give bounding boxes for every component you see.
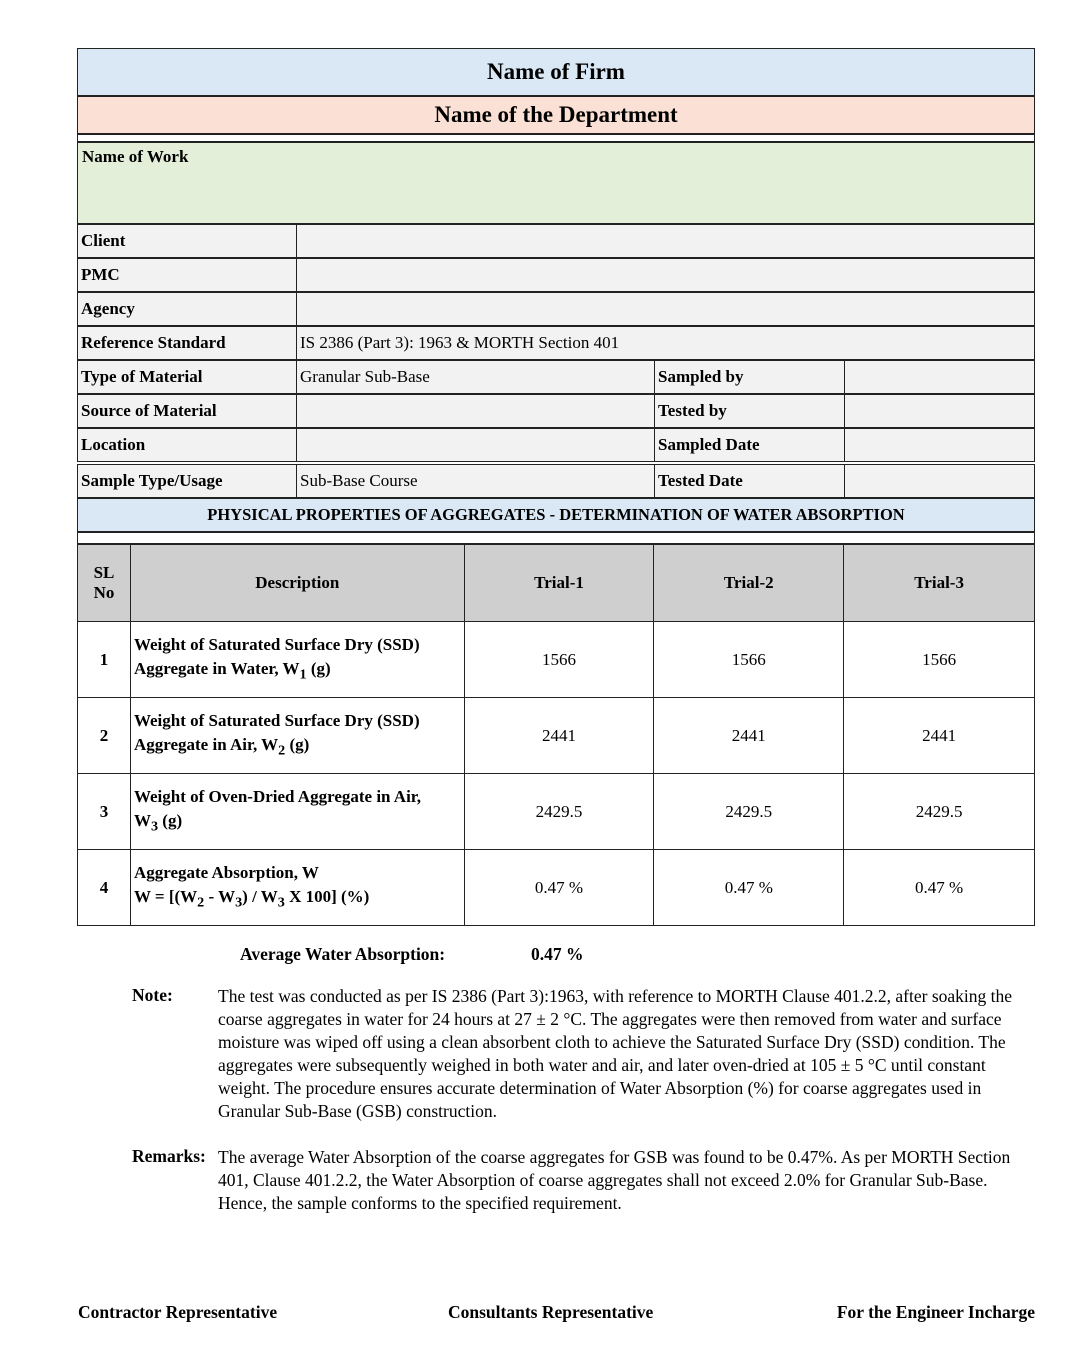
sl-cell: 2 <box>78 698 131 774</box>
average-value: 0.47 % <box>531 944 584 964</box>
table-header-row <box>78 545 1035 622</box>
info-row-reference <box>77 326 1035 360</box>
info-row-client <box>77 224 1035 258</box>
header-sl-no: SL No <box>78 545 131 622</box>
trial-3-cell: 2441 <box>844 698 1035 774</box>
source-value <box>296 394 655 428</box>
sl-cell: 3 <box>78 774 131 850</box>
material-type-value: Granular Sub-Base <box>296 360 655 394</box>
info-row-sample-type <box>77 464 1035 498</box>
note-label: Note: <box>132 985 173 1005</box>
firm-name: Name of Firm <box>77 48 1035 96</box>
section-spacer <box>77 532 1035 544</box>
trial-3-cell: 1566 <box>844 622 1035 698</box>
pmc-label: PMC <box>77 258 297 292</box>
info-row-location <box>77 428 1035 462</box>
header-trial-2: Trial-2 <box>654 545 844 622</box>
agency-value <box>296 292 1035 326</box>
description-cell: Weight of Saturated Surface Dry (SSD) Aggregate in Water, $W_1$ (g) <box>130 622 464 698</box>
average-label: Average Water Absorption: <box>240 944 446 964</box>
trial-1-cell: 2441 <box>464 698 654 774</box>
tested-by-label: Tested by <box>654 394 845 428</box>
trial-2-cell: 1566 <box>654 622 844 698</box>
trial-3-cell: 2429.5 <box>844 774 1035 850</box>
absorption-table <box>77 544 1035 926</box>
tested-date-value <box>844 464 1035 498</box>
sampled-by-label: Sampled by <box>654 360 845 394</box>
sl-cell: 4 <box>78 850 131 926</box>
trial-2-cell: 0.47 % <box>654 850 844 926</box>
table-row <box>78 698 1035 774</box>
agency-label: Agency <box>77 292 297 326</box>
reference-label: Reference Standard <box>77 326 297 360</box>
header-trial-3: Trial-3 <box>844 545 1035 622</box>
signature-engineer: For the Engineer Incharge <box>836 1302 1035 1322</box>
info-row-pmc <box>77 258 1035 292</box>
location-label: Location <box>77 428 297 462</box>
signature-consultant: Consultants Representative <box>448 1302 654 1322</box>
sampled-by-value <box>844 360 1035 394</box>
material-type-label: Type of Material <box>77 360 297 394</box>
table-row <box>78 774 1035 850</box>
description-cell: Weight of Oven-Dried Aggregate in Air, $W_3$ (g) <box>130 774 464 850</box>
info-row-source <box>77 394 1035 428</box>
info-row-material-type <box>77 360 1035 394</box>
remarks-text: The average Water Absorption of the coarse aggregates for GSB was found to be 0.47%. As per MORTH Section 401, Clause 401.2.2, the Water Absorption of coarse aggregates shall not exceed 2.0% for Granular Sub-Base. Hence, the sample conforms to the specified requirement. <box>218 1147 1011 1213</box>
section-title: PHYSICAL PROPERTIES OF AGGREGATES - DETERMINATION OF WATER ABSORPTION <box>77 498 1035 532</box>
trial-1-cell: 2429.5 <box>464 774 654 850</box>
trial-2-cell: 2429.5 <box>654 774 844 850</box>
description-cell: Aggregate Absorption, W $W = [(W_2 - W_3) / W_3$ X 100] (%) <box>130 850 464 926</box>
sl-cell: 1 <box>78 622 131 698</box>
sampled-date-label: Sampled Date <box>654 428 845 462</box>
name-of-work-box <box>77 142 1035 224</box>
header-description: Description <box>130 545 464 622</box>
department-name: Name of the Department <box>77 96 1035 134</box>
client-label: Client <box>77 224 297 258</box>
trial-1-cell: 1566 <box>464 622 654 698</box>
sampled-date-value <box>844 428 1035 462</box>
tested-date-label: Tested Date <box>654 464 845 498</box>
signature-contractor: Contractor Representative <box>78 1302 278 1322</box>
name-of-work-label: Name of Work <box>82 147 189 166</box>
trial-3-cell: 0.47 % <box>844 850 1035 926</box>
sample-type-label: Sample Type/Usage <box>77 464 297 498</box>
source-label: Source of Material <box>77 394 297 428</box>
sample-type-value: Sub-Base Course <box>296 464 655 498</box>
pmc-value <box>296 258 1035 292</box>
trial-1-cell: 0.47 % <box>464 850 654 926</box>
table-row <box>78 622 1035 698</box>
header-spacer <box>77 134 1035 142</box>
tested-by-value <box>844 394 1035 428</box>
table-row <box>78 850 1035 926</box>
header-trial-1: Trial-1 <box>464 545 654 622</box>
reference-value: IS 2386 (Part 3): 1963 & MORTH Section 401 <box>296 326 1035 360</box>
note-text: The test was conducted as per IS 2386 (Part 3):1963, with reference to MORTH Clause 401.2.2, after soaking the coarse aggregates in water for 24 hours at 27 ± 2 °C. The aggregates were then removed from water and surface moisture was wiped off using a clean absorbent cloth to achieve the Saturated Surface Dry (SSD) condition. The aggregates were subsequently weighed in both water and air, and later oven-dried at 105 ± 5 °C until constant weight. The procedure ensures accurate determination of Water Absorption (%) for coarse aggregates used in Granular Sub-Base (GSB) construction. <box>218 986 1013 1121</box>
description-cell: Weight of Saturated Surface Dry (SSD) Aggregate in Air, $W_2$ (g) <box>130 698 464 774</box>
info-row-agency <box>77 292 1035 326</box>
remarks-label: Remarks: <box>132 1146 206 1166</box>
location-value <box>296 428 655 462</box>
trial-2-cell: 2441 <box>654 698 844 774</box>
client-value <box>296 224 1035 258</box>
